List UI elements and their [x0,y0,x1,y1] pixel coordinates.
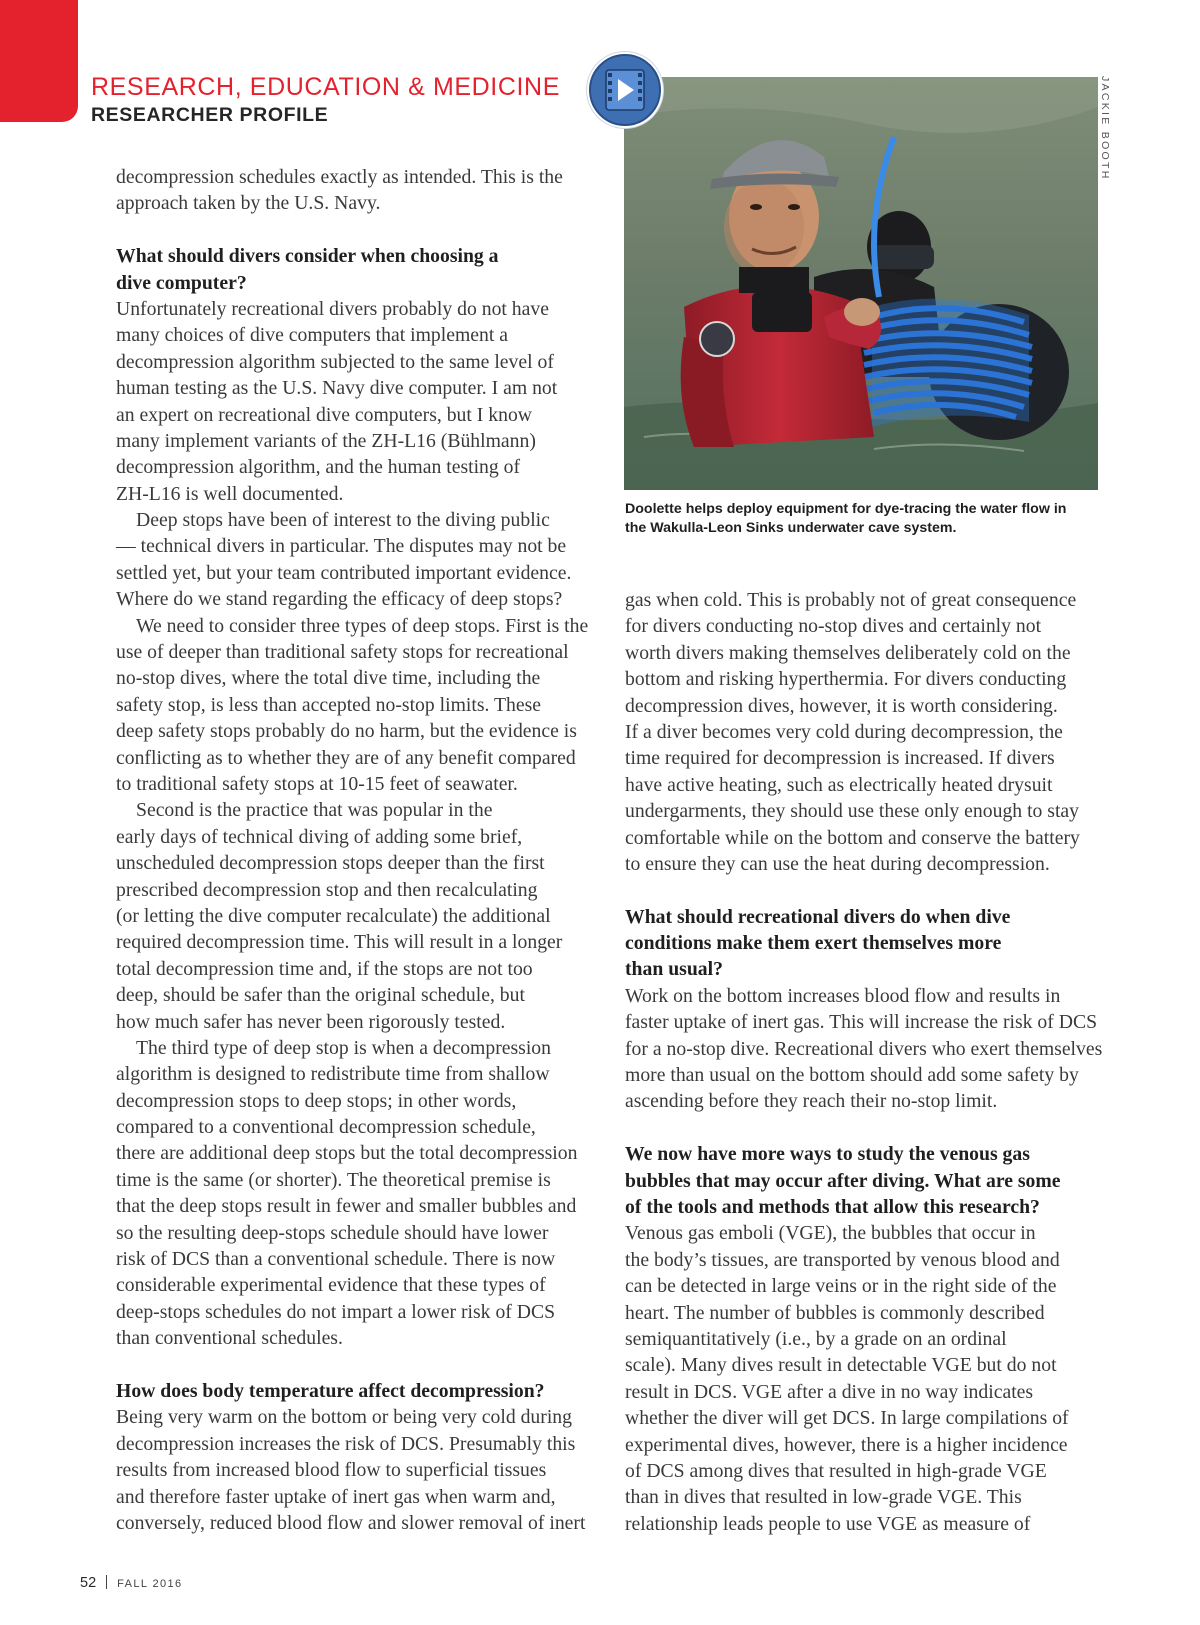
body-text-line: there are additional deep stops but the total decompression [116,1142,578,1165]
section-subtitle: RESEARCHER PROFILE [91,104,329,126]
body-text-line: We need to consider three types of deep stops. First is the [136,614,589,637]
body-text-line: the body’s tissues, are transported by venous blood and [625,1248,1060,1271]
body-text-line: scale). Many dives result in detectable VGE but do not [625,1354,1057,1377]
article-column-left [116,164,596,1536]
paragraph-gap [625,1115,1109,1141]
body-text-line: settled yet, but your team contributed important evidence. [116,561,572,584]
body-text-line: than conventional schedules. [116,1327,343,1350]
question-heading-line: What should recreational divers do when dive [625,905,1011,928]
paragraph-gap [625,877,1109,903]
body-text-line: whether the diver will get DCS. In large compilations of [625,1407,1069,1430]
body-text-line: and therefore faster uptake of inert gas when warm and, [116,1485,556,1508]
body-text-line: ascending before they reach their no-stop limit. [625,1090,998,1113]
paragraph-gap [116,217,596,243]
body-text-line: worth divers making themselves deliberately cold on the [625,641,1071,664]
section-color-tab [0,0,78,122]
play-video-icon [587,52,663,128]
body-text-line: conflicting as to whether they are of any benefit compared [116,746,576,769]
body-text-line: decompression dives, however, it is worth considering. [625,694,1058,717]
photo-caption [625,500,1095,538]
body-text-line: an expert on recreational dive computers, but I know [116,403,533,426]
body-text-line: for a no-stop dive. Recreational divers who exert themselves [625,1037,1103,1060]
body-text-line: conversely, reduced blood flow and slower removal of inert [116,1511,586,1534]
body-text-line: decompression schedules exactly as intended. This is the [116,166,563,188]
body-text-line: have active heating, such as electrically heated drysuit [625,773,1053,796]
body-text-line: ZH-L16 is well documented. [116,482,344,505]
body-text-line: of DCS among dives that resulted in high-grade VGE [625,1459,1047,1482]
body-text-line: risk of DCS than a conventional schedule. There is now [116,1248,556,1271]
body-text-line: (or letting the dive computer recalculate) the additional [116,904,551,927]
body-text-line: The third type of deep stop is when a decompression [136,1036,551,1059]
body-text-line: human testing as the U.S. Navy dive computer. I am not [116,377,558,400]
body-text-line: many implement variants of the ZH-L16 (Bühlmann) [116,429,536,452]
question-heading-line: of the tools and methods that allow this research? [625,1195,1040,1218]
body-text-line: safety stop, is less than accepted no-stop limits. These [116,693,542,716]
body-text-line: If a diver becomes very cold during decompression, the [625,720,1063,743]
body-text-line: deep, should be safer than the original schedule, but [116,984,525,1007]
body-text-line: how much safer has never been rigorously tested. [116,1010,506,1033]
photo-credit-text: JACKIE BOOTH [1099,76,1111,181]
body-text-line: decompression stops to deep stops; in other words, [116,1089,517,1112]
body-text-line: unscheduled decompression stops deeper than the first [116,852,545,875]
body-text-line: required decompression time. This will result in a longer [116,931,563,954]
video-play-button[interactable] [587,52,663,128]
question-heading-line: What should divers consider when choosing a [116,245,499,268]
paragraph-gap [116,1352,596,1378]
page-footer [80,1574,183,1592]
body-text-line: — technical divers in particular. The disputes may not be [116,535,567,558]
body-text-line: for divers conducting no-stop dives and certainly not [625,615,1042,638]
body-text-line: many choices of dive computers that implement a [116,324,508,347]
body-text-line: early days of technical diving of adding some brief, [116,825,523,848]
body-text-line: decompression algorithm subjected to the same level of [116,350,554,373]
body-text-line: compared to a conventional decompression schedule, [116,1116,536,1139]
body-text-line: approach taken by the U.S. Navy. [116,192,381,215]
body-text-line: prescribed decompression stop and then recalculating [116,878,538,901]
body-text-line: semiquantitatively (i.e., by a grade on an ordinal [625,1327,1007,1350]
body-text-line: that the deep stops result in fewer and smaller bubbles and [116,1195,577,1218]
page-number: 52 [80,1575,97,1591]
question-heading-line: bubbles that may occur after diving. What are some [625,1169,1061,1192]
photo-credit [1093,76,1119,181]
body-text-line: use of deeper than traditional safety stops for recreational [116,641,569,664]
body-text-line: Where do we stand regarding the efficacy of deep stops? [116,588,563,611]
question-heading-line: How does body temperature affect decompression? [116,1379,545,1402]
body-text-line: considerable experimental evidence that these types of [116,1274,546,1297]
caption-line: the Wakulla-Leon Sinks underwater cave system. [625,520,957,536]
body-text-line: can be detected in large veins or in the right side of the [625,1275,1057,1298]
body-text-line: time is the same (or shorter). The theoretical premise is [116,1168,551,1191]
body-text-line: to ensure they can use the heat during decompression. [625,852,1050,875]
body-text-line: faster uptake of inert gas. This will increase the risk of DCS [625,1011,1098,1034]
body-text-line: decompression algorithm, and the human testing of [116,456,521,479]
question-heading-line: We now have more ways to study the venous gas [625,1143,1030,1166]
body-text-line: heart. The number of bubbles is commonly described [625,1301,1045,1324]
body-text-line: to traditional safety stops at 10-15 feet of seawater. [116,772,518,795]
body-text-line: deep safety stops probably do no harm, but the evidence is [116,720,577,743]
body-text-line: Work on the bottom increases blood flow and results in [625,984,1061,1007]
body-text-line: gas when cold. This is probably not of great consequence [625,589,1077,611]
body-text-line: Deep stops have been of interest to the diving public [136,509,550,532]
body-text-line: experimental dives, however, there is a higher incidence [625,1433,1068,1456]
body-text-line: than in dives that resulted in low-grade VGE. This [625,1486,1022,1509]
body-text-line: bottom and risking hyperthermia. For divers conducting [625,668,1067,691]
footer-divider [106,1575,107,1589]
body-text-line: Venous gas emboli (VGE), the bubbles that occur in [625,1222,1036,1245]
body-text-line: time required for decompression is increased. If divers [625,747,1055,770]
question-heading-line: conditions make them exert themselves more [625,932,1002,955]
article-column-right [625,587,1109,1537]
issue-label: FALL 2016 [117,1578,183,1590]
body-text-line: result in DCS. VGE after a dive in no way indicates [625,1380,1034,1403]
caption-line: Doolette helps deploy equipment for dye-tracing the water flow in [625,501,1067,517]
body-text-line: more than usual on the bottom should add some safety by [625,1064,1079,1087]
question-heading-line: than usual? [625,958,723,981]
article-photo [624,77,1098,490]
body-text-line: Unfortunately recreational divers probably do not have [116,297,549,320]
body-text-line: deep-stops schedules do not impart a lower risk of DCS [116,1300,556,1323]
body-text-line: results from increased blood flow to superficial tissues [116,1459,547,1482]
body-text-line: Second is the practice that was popular in the [136,799,493,822]
body-text-line: decompression increases the risk of DCS. Presumably this [116,1432,576,1455]
section-title: RESEARCH, EDUCATION & MEDICINE [91,73,560,101]
body-text-line: comfortable while on the bottom and conserve the battery [625,826,1080,849]
body-text-line: algorithm is designed to redistribute time from shallow [116,1063,550,1086]
question-heading-line: dive computer? [116,271,247,294]
body-text-line: undergarments, they should use these only enough to stay [625,800,1080,823]
body-text-line: total decompression time and, if the stops are not too [116,957,533,980]
body-text-line: Being very warm on the bottom or being very cold during [116,1406,572,1429]
body-text-line: so the resulting deep-stops schedule should have lower [116,1221,549,1244]
body-text-line: no-stop dives, where the total dive time, including the [116,667,541,690]
body-text-line: relationship leads people to use VGE as measure of [625,1512,1031,1535]
